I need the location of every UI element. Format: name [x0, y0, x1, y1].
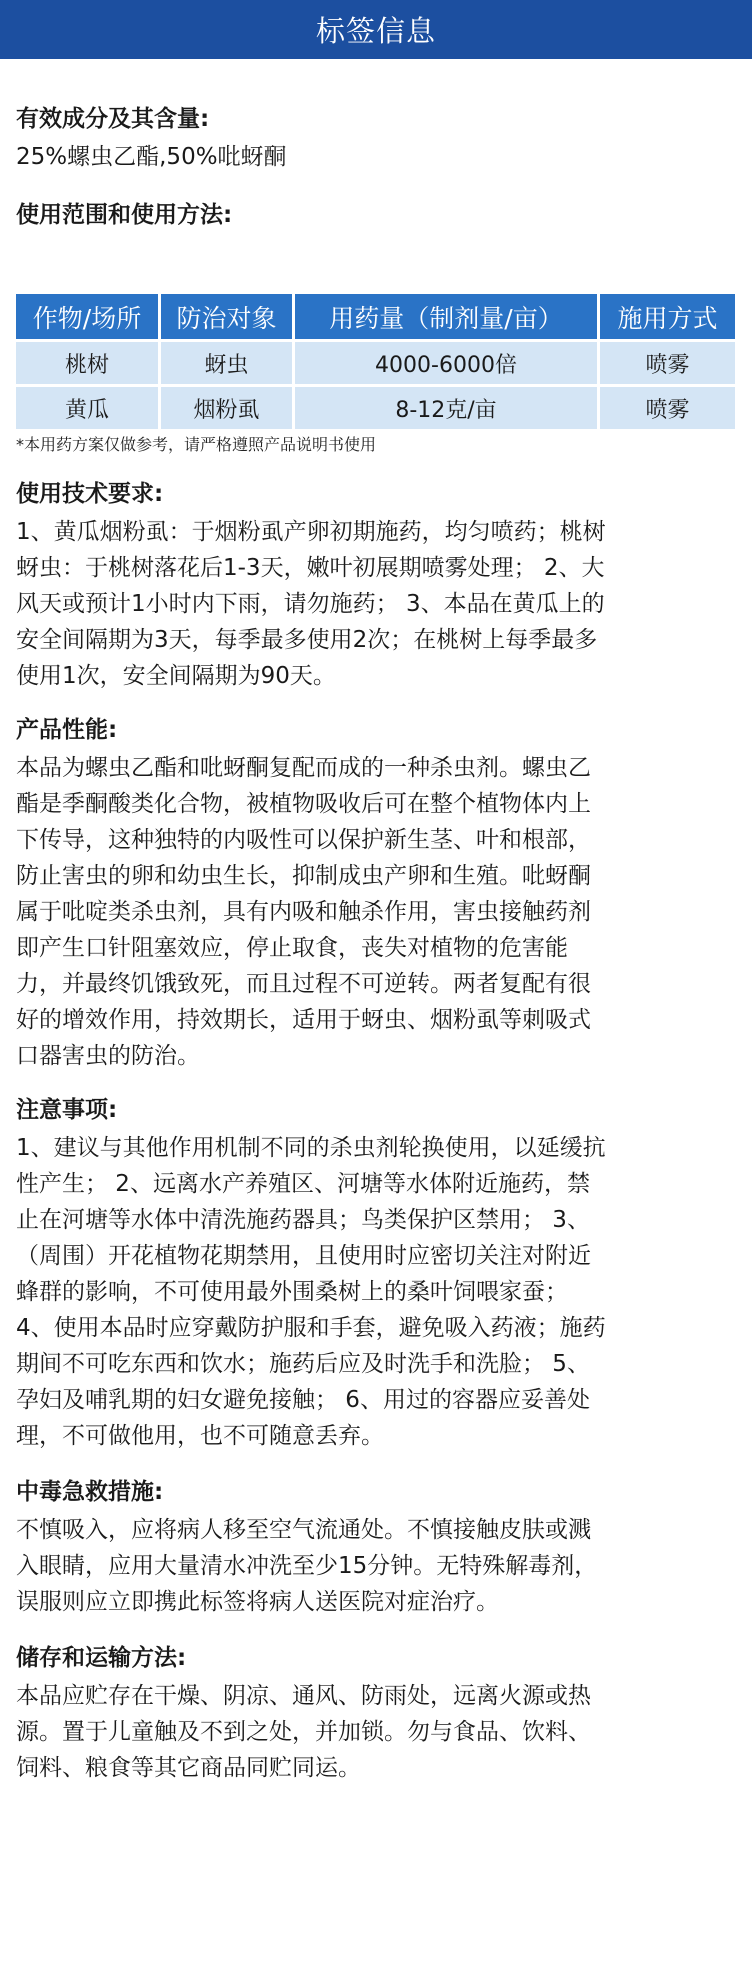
table-cell: 喷雾 — [600, 342, 735, 384]
dosage-table — [13, 291, 738, 432]
label-content — [0, 59, 752, 1786]
page-title: 标签信息 — [315, 14, 436, 48]
table-cell: 黄瓜 — [16, 387, 158, 429]
usage-scope-heading: 使用范围和使用方法: — [16, 202, 233, 228]
precautions-section — [16, 1094, 736, 1454]
ingredients-section — [16, 103, 736, 175]
table-cell: 喷雾 — [600, 387, 735, 429]
table-row — [16, 342, 735, 384]
technical-requirements-heading: 使用技术要求: — [16, 481, 164, 507]
table-cell: 4000-6000倍 — [295, 342, 597, 384]
precautions-heading: 注意事项: — [16, 1097, 118, 1123]
ingredients-text: 25%螺虫乙酯,50%吡蚜酮 — [16, 144, 287, 170]
technical-requirements-text: 1、黄瓜烟粉虱：于烟粉虱产卵初期施药，均匀喷药；桃树 蚜虫：于桃树落花后1-3天，嫩叶初展期喷雾处理； 2、大 风天或预计1小时内下雨，请勿施药； 3、本品在黄瓜上的 安全间隔期为3天，每季最多使用2次；在桃树上每季最多 使用1次，安全间隔期为90天。 — [16, 519, 606, 689]
first-aid-heading: 中毒急救措施: — [16, 1479, 164, 1505]
table-row — [16, 387, 735, 429]
usage-scope-section — [16, 199, 736, 456]
table-cell: 桃树 — [16, 342, 158, 384]
table-cell: 8-12克/亩 — [295, 387, 597, 429]
storage-section — [16, 1642, 736, 1786]
table-note: *本用药方案仅做参考，请严格遵照产品说明书使用 — [16, 435, 377, 454]
column-header-crop: 作物/场所 — [16, 294, 158, 339]
storage-heading: 储存和运输方法: — [16, 1645, 187, 1671]
precautions-text: 1、建议与其他作用机制不同的杀虫剂轮换使用，以延缓抗 性产生； 2、远离水产养殖区、河塘等水体附近施药，禁 止在河塘等水体中清洗施药器具；鸟类保护区禁用； 3、 （周围）开花植物花期禁用，且使用时应密切关注对附近 蜂群的影响，不可使用最外围桑树上的桑叶饲喂家蚕； 4、使用本品时应穿戴防护服和手套，避免吸入药液；施药 期间不可吃东西和饮水；施药后应及时洗手和洗脸； 5、 孕妇及哺乳期的妇女避免接触； 6、用过的容器应妥善处 理，不可做他用，也不可随意丢弃。 — [16, 1135, 606, 1449]
product-performance-section — [16, 714, 736, 1074]
product-performance-text: 本品为螺虫乙酯和吡蚜酮复配而成的一种杀虫剂。螺虫乙 酯是季酮酸类化合物，被植物吸收后可在整个植物体内上 下传导，这种独特的内吸性可以保护新生茎、叶和根部， 防止害虫的卵和幼虫生长，抑制成虫产卵和生殖。吡蚜酮 属于吡啶类杀虫剂，具有内吸和触杀作用，害虫接触药剂 即产生口针阻塞效应，停止取食，丧失对植物的危害能 力，并最终饥饿致死，而且过程不可逆转。两者复配有很 好的增效作用，持效期长，适用于蚜虫、烟粉虱等刺吸式 口器害虫的防治。 — [16, 755, 591, 1069]
header-bar — [0, 0, 752, 59]
table-header-row — [16, 294, 735, 339]
ingredients-heading: 有效成分及其含量: — [16, 106, 210, 132]
table-cell: 蚜虫 — [161, 342, 292, 384]
first-aid-section — [16, 1476, 736, 1620]
product-performance-heading: 产品性能: — [16, 717, 118, 743]
storage-text: 本品应贮存在干燥、阴凉、通风、防雨处，远离火源或热 源。置于儿童触及不到之处，并加锁。勿与食品、饮料、 饲料、粮食等其它商品同贮同运。 — [16, 1683, 591, 1781]
first-aid-text: 不慎吸入，应将病人移至空气流通处。不慎接触皮肤或溅 入眼睛，应用大量清水冲洗至少15分钟。无特殊解毒剂， 误服则应立即携此标签将病人送医院对症治疗。 — [16, 1517, 598, 1615]
column-header-target: 防治对象 — [161, 294, 292, 339]
technical-requirements-section — [16, 478, 736, 694]
column-header-dosage: 用药量（制剂量/亩） — [295, 294, 597, 339]
table-cell: 烟粉虱 — [161, 387, 292, 429]
column-header-method: 施用方式 — [600, 294, 735, 339]
